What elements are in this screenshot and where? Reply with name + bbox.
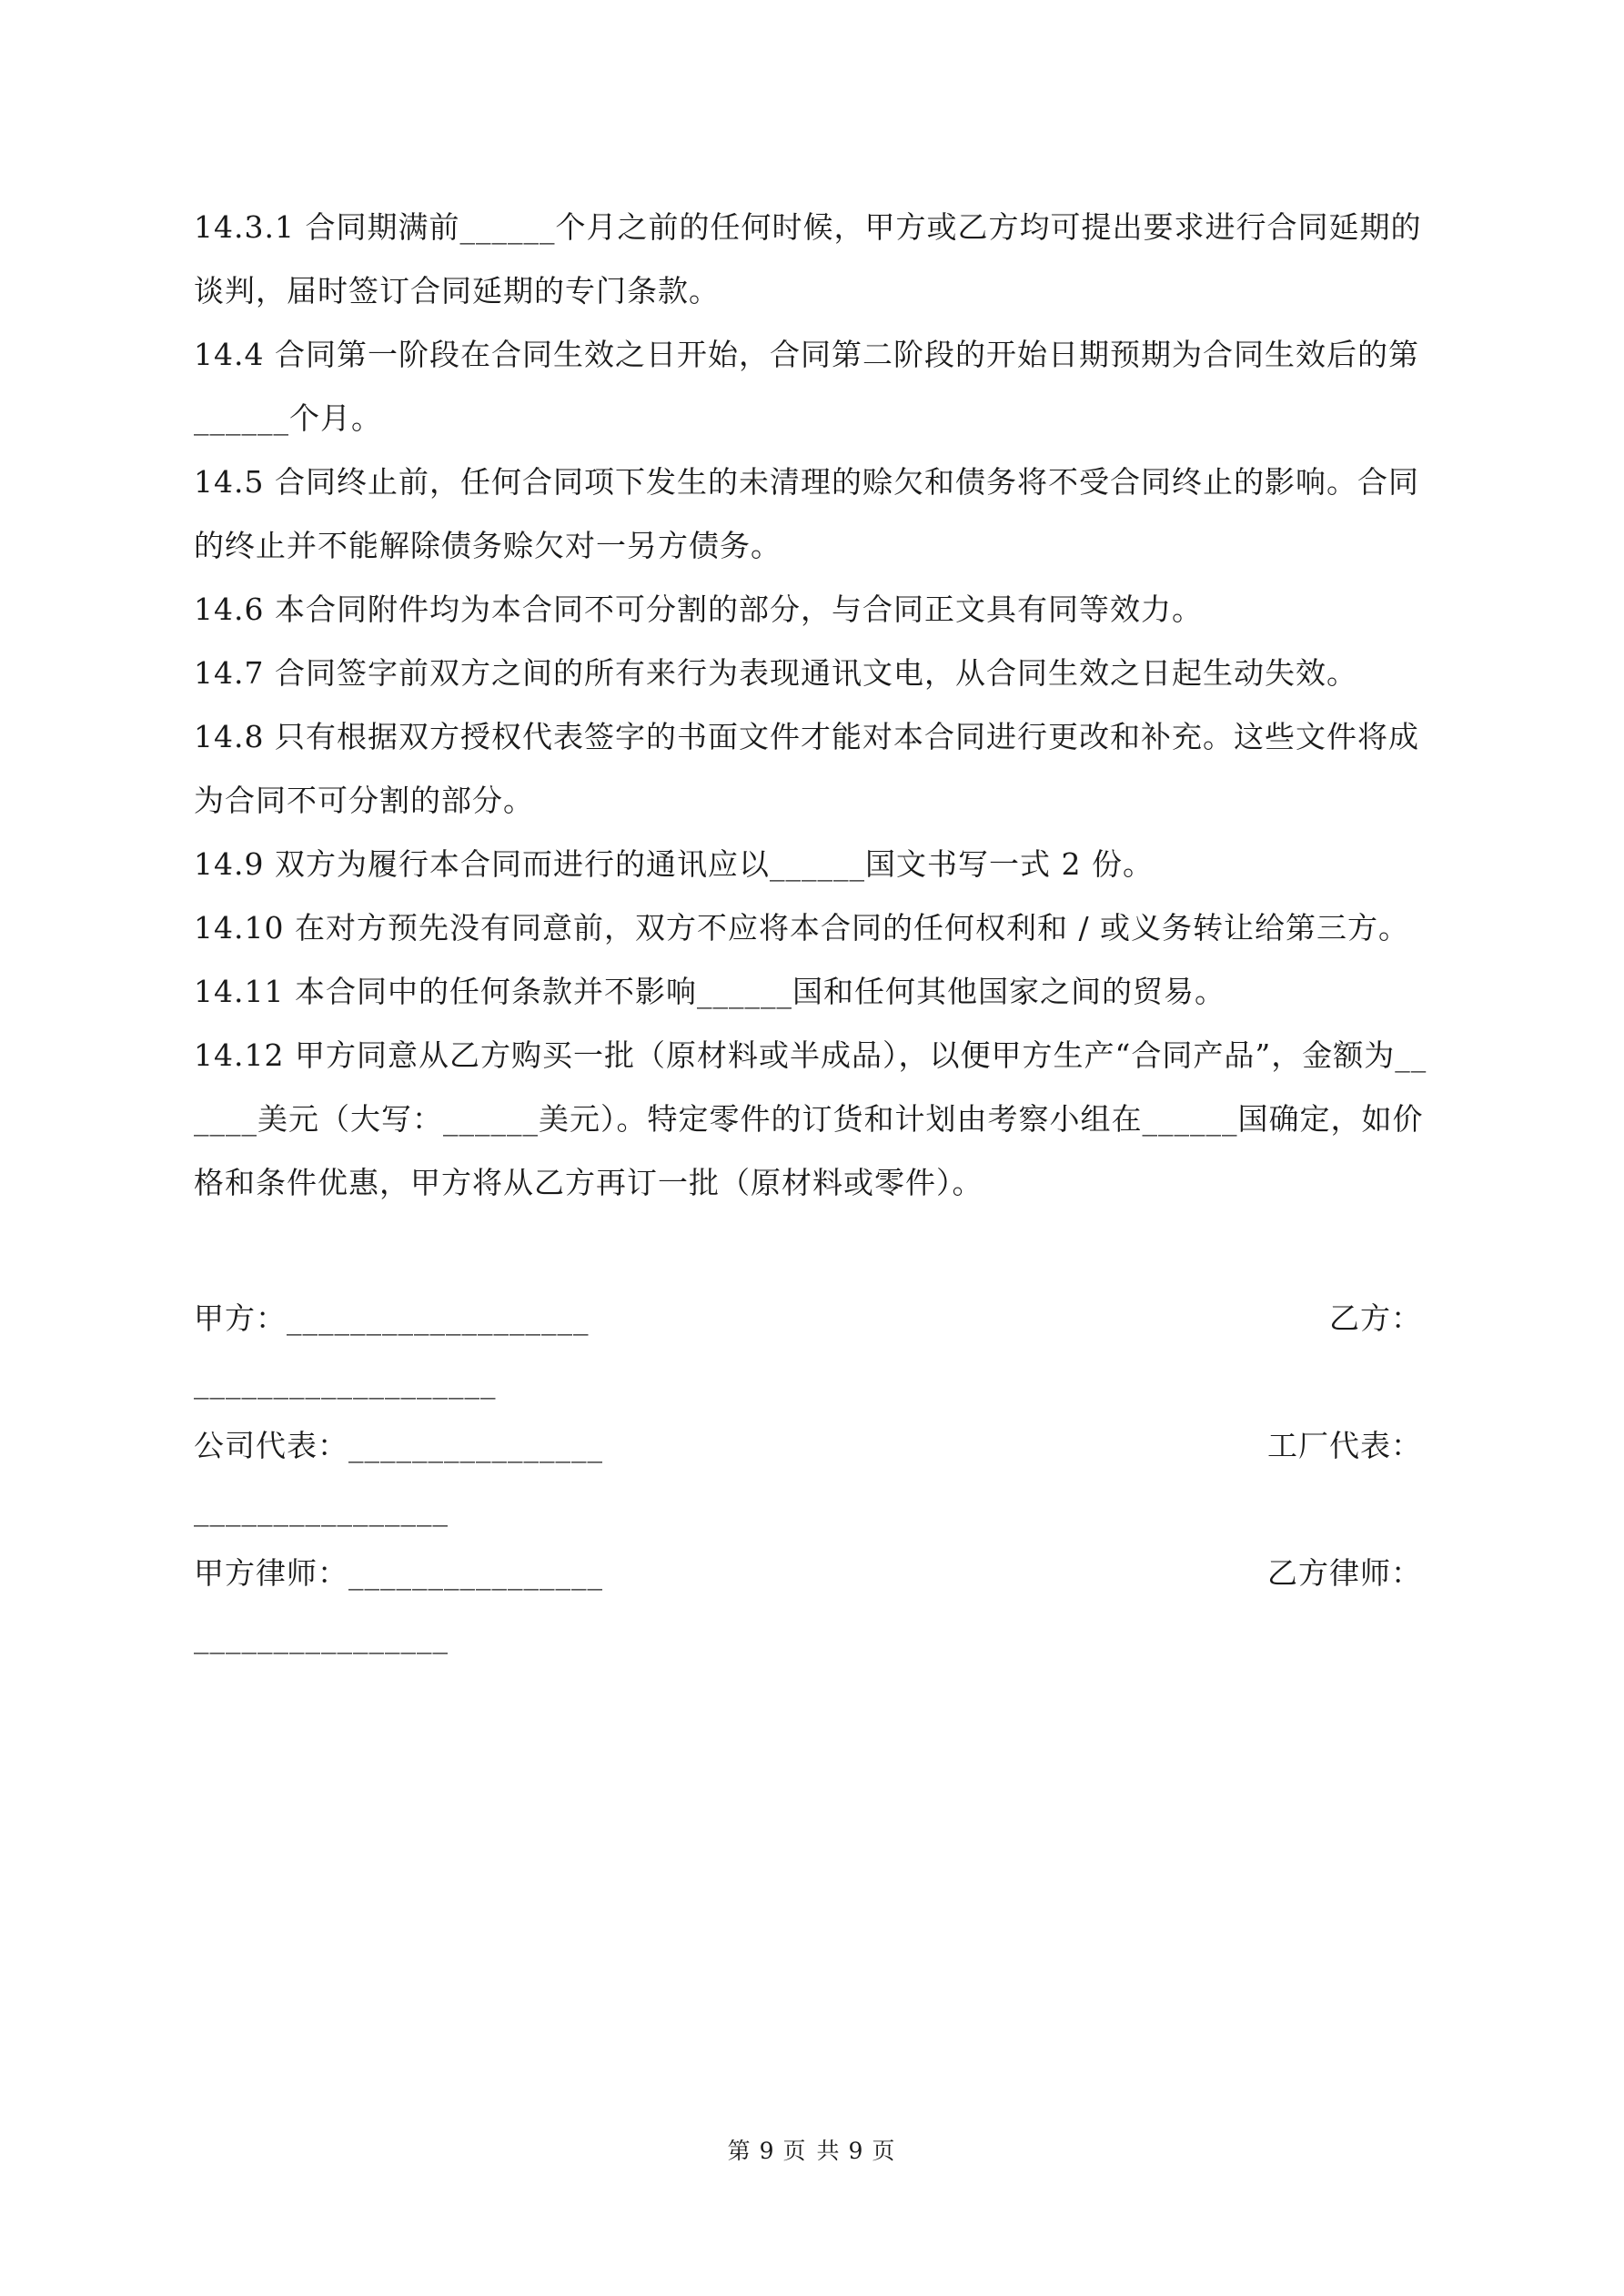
footer-suffix: 页 xyxy=(872,2138,897,2164)
footer-current-page: 9 xyxy=(759,2138,776,2164)
clause-14-10: 14.10 在对方预先没有同意前，双方不应将本合同的任何权利和 / 或义务转让给第三方。 xyxy=(194,910,1410,946)
clause-14-11: 14.11 本合同中的任何条款并不影响______国和任何其他国家之间的贸易。 xyxy=(194,974,1226,1009)
clause-14-12: 14.12 甲方同意从乙方购买一批（原材料或半成品），以便甲方生产“合同产品”，金额为______美元（大写：______美元）。特定零件的订货和计划由考察小组在______国确定，如价格和条件优惠，甲方将从乙方再订一批（原材料或零件）。 xyxy=(194,1037,1427,1200)
company-rep-signature: 公司代表：________________ xyxy=(194,1428,603,1463)
clause-14-8: 14.8 只有根据双方授权代表签字的书面文件才能对本合同进行更改和补充。这些文件将成为合同不可分割的部分。 xyxy=(194,719,1419,818)
lawyer-b-signature: 乙方律师： xyxy=(1267,1555,1422,1591)
clause-14-4: 14.4 合同第一阶段在合同生效之日开始，合同第二阶段的开始日期预期为合同生效后的第______个月。 xyxy=(194,337,1419,436)
clause-14-9: 14.9 双方为履行本合同而进行的通讯应以______国文书写一式 2 份。 xyxy=(194,846,1154,882)
clause-14-6: 14.6 本合同附件均为本合同不可分割的部分，与合同正文具有同等效力。 xyxy=(194,592,1203,627)
clause-14-3-1: 14.3.1 合同期满前______个月之前的任何时候，甲方或乙方均可提出要求进行合同延期的谈判，届时签订合同延期的专门条款。 xyxy=(194,209,1422,308)
factory-rep-signature-line: ________________ xyxy=(194,1492,449,1527)
lawyer-a-signature: 甲方律师：________________ xyxy=(194,1555,603,1591)
page-footer xyxy=(0,2133,1624,2166)
contract-clauses xyxy=(194,196,1431,1215)
footer-mid: 页 共 xyxy=(782,2138,842,2164)
footer-total-pages: 9 xyxy=(848,2138,865,2164)
clause-14-7: 14.7 合同签字前双方之间的所有来行为表现通讯文电，从合同生效之日起生动失效。 xyxy=(194,655,1357,691)
clause-14-5: 14.5 合同终止前，任何合同项下发生的未清理的赊欠和债务将不受合同终止的影响。合同的终止并不能解除债务赊欠对一另方债务。 xyxy=(194,464,1419,563)
party-b-signature: 乙方： xyxy=(1329,1300,1422,1336)
party-a-signature: 甲方：___________________ xyxy=(194,1300,590,1336)
lawyer-b-signature-line: ________________ xyxy=(194,1619,449,1654)
party-b-signature-line: ___________________ xyxy=(194,1364,497,1400)
factory-rep-signature: 工厂代表： xyxy=(1267,1428,1422,1463)
footer-prefix: 第 xyxy=(727,2138,752,2164)
